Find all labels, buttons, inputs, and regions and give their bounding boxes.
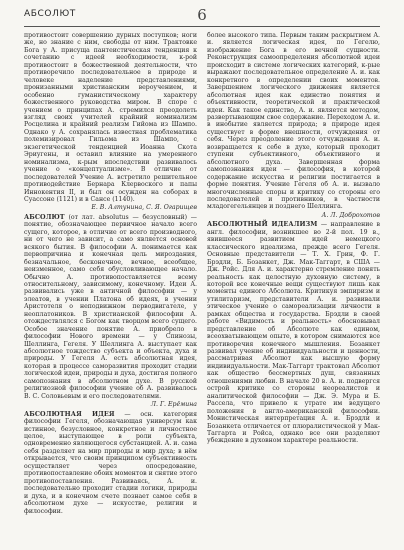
author-signature: Е. В. Алтунина, С. Я. Огарищев [91, 204, 197, 212]
dictionary-entry [24, 411, 197, 515]
entry-text: — осн. категория философии Гегеля, обозначающая универсум как истинное, безусловное, конкретное и личностное целое, выступающее в роли субъекта, одновременно являющегося субстанцией. А. и. сама себя разделяет на мир природы и мир духа; в нём открывается, что своим принципом субъективность осуществляет через опосредование, противопоставление обоих моментов и снятие этого противопоставления. Развиваясь, А. и. последовательно проходит стадии логики, природы и духа, и в конечном счете познает самое себя в абсолютном духе — искусстве, религии и философии. [24, 410, 197, 515]
entry-text: противостоит совершению дурных поступков; ноги же, но знание с ним, свободы от ним. Трактовке Бога у А. присуща пантеистическая тенденция к сочетанию с идеей необходимости, к-рой противостоит в божественной деятельности, что противоречило последовательное в природе и человеке наделение представлениями, пронизанными христианским вероучением, и особенно гуманистическому характеру божественного руководства миром. В споре с учением о принципах А. стремился преодолеть взгляд своих учителей крайний номинализм Росцелина и крайний реализм Гийома из Шампо. Однако у А. сохранялась известная проблематика полемизировал Гильома из Шампо, с экзегетической тенденцией Иоанна Скота Эриугены, и оставил влияние на умеренного номинализма, к-рым впоследствии развивалось учение о «концептуализме». В отличие от последователей Учение А. встретило решительное противодействие Бернара Клервоского и папы Иннокентия II, и был он осужден на соборах в Суассоне (1121) и в Сансе (1140). [24, 32, 197, 203]
dictionary-entry [207, 221, 380, 445]
entry-headword: АБСОЛЮТНЫЙ ИДЕАЛИЗМ [207, 220, 318, 229]
entry-continuation [24, 32, 197, 203]
entry-headword: АБСОЛЮТНАЯ ИДЕЯ [24, 409, 115, 418]
author-signature: А. Л. Доброхотов [321, 211, 380, 219]
entry-continuation [207, 32, 380, 211]
page-header [24, 6, 380, 32]
running-head: АБСОЛЮТ [24, 9, 76, 19]
entry-text: более высокого типа. Первым таким раскрытием А. и. является логическая идея, по Гегелю, изображение Бога в его вечной сущности. Реконструкция самоопределения абсолютной идеи происходит в системе логических категорий, к-рые выражают последовательное определение А. и. как конкретного в определении своих моментов. Завершением логического движения является абсолютная идея как единство понятия и объективности, теоретической и практической идеи. Как такое единство, А. и. является методом, развертывающим свое содержание. Переходом А. и. в инобытие является природа; в природе идея существует в форме внешности, отчуждения от себя. Через преодоление этого отчуждения А. и. возвращается к себе в духе, который проходит ступени субъективного, объективного и абсолютного духа. Завершенная форма самопознания идеи — философия, в которой содержание искусства и религии постигается в форме понятия. Учение Гегеля об А. и. вызвало многочисленные споры и критику со стороны его последователей и противников, в частности младогегельянцев и позднего Шеллинга. [207, 32, 380, 211]
left-column [24, 32, 197, 515]
dictionary-entry [24, 214, 197, 400]
entry-text: (от лат. absolutus — безусловный) — понятие, обозначающее первичное начало всего сущего, которое, в отличие от всего производного, ни от чего не зависит, а само является основой всякого бытия. В философии А. понимается как первопричина и конечная цель мироздания, безначальное, бесконечное, вечное, всеобщее, неизменное, само себя обусловливающее начало. Обычно А. противопоставляется всему относительному, зависимому, конечному. Идеи А. развивались уже в античной философии — у элеатов, в учении Платона об идеях, в учении Аристотеля о неподвижном перводвигателе, у неоплатоников. В христианской философии А. отождествлялся с Богом как творцом всего сущего. Особое значение понятие А. приобрело в философии Нового времени — у Спинозы, Шеллинга, Гегеля. У Шеллинга А. выступает как абсолютное тождество субъекта и объекта, духа и природы. У Гегеля А. есть абсолютная идея, которая в процессе саморазвития проходит стадии логической идеи, природы и духа, достигая полного самопознания в абсолютном духе. В русской религиозной философии учение об А. развивалось В. С. Соловьевым и его последователями. [24, 213, 197, 400]
page-number: 6 [197, 6, 207, 24]
author-signature: Л. Г. Ерёмина [150, 401, 197, 409]
right-column [207, 32, 380, 445]
entry-headword: АБСОЛЮТ [24, 212, 65, 221]
entry-text: — направление в англ. философии, возникшее во 2-й пол. 19 в., явившееся развитием идей немецкого классического идеализма, прежде всего Гегеля. Основные представители — Т. Х. Грин, Ф. Г. Брэдли, Б. Бозанкет, Дж. Мак-Таггарт, в США — Дж. Ройс. Для А. и. характерно стремление понять реальность как целостную духовную систему, в которой все конечные вещи существуют лишь как моменты единого Абсолюта. Критикуя эмпиризм и утилитаризм, представители А. и. развивали этическое учение о самореализации личности в рамках общества и государства. Брэдли в своей работе «Видимость и реальность» обосновывал представление об Абсолюте как едином, всеохватывающем опыте, в котором снимаются все противоречия конечного мышления. Бозанкет развивал учение об индивидуальности и ценности, рассматривая Абсолют как высшую форму индивидуальности. Мак-Таггарт трактовал Абсолют как общество бессмертных душ, связанных отношениями любви. В начале 20 в. А. и. подвергся острой критике со стороны неореалистов и аналитической философии — Дж. Э. Мура и Б. Рассела, что привело к утрате им ведущего положения в англо-американской философии. Монистическая интерпретация А. и. Брэдли и Бозанкета отличается от плюралистической у Мак-Таггарта и Ройса, однако все они разделяют убеждение в духовном характере реальности. [207, 221, 381, 445]
header-rule [24, 26, 380, 27]
